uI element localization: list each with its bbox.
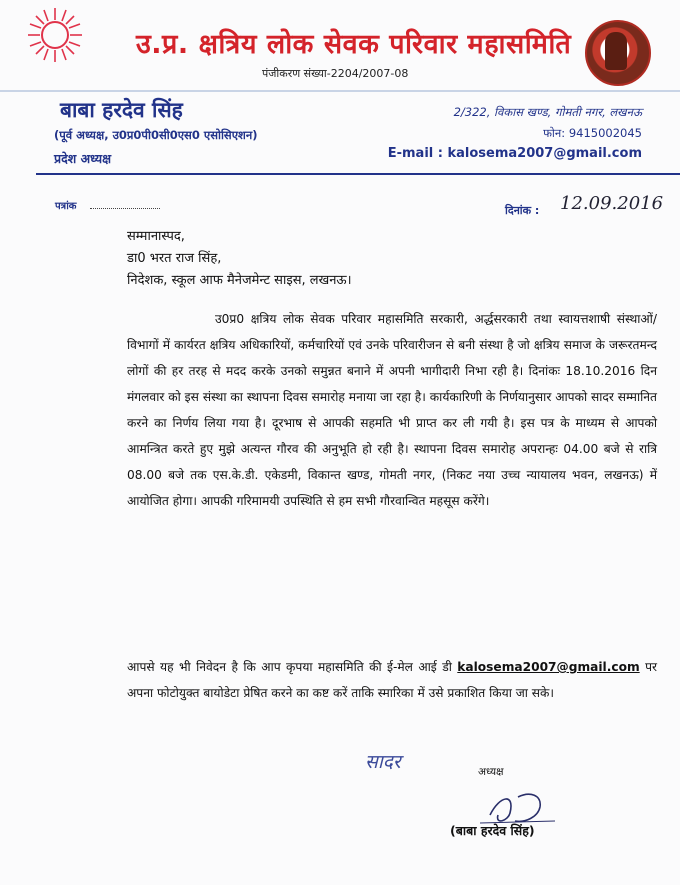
- saadar-handwritten: सादर: [365, 751, 401, 773]
- emblem-portrait-icon: [585, 20, 651, 86]
- closing-title: अध्यक्ष: [478, 766, 504, 778]
- organization-title: उ.प्र. क्षत्रिय लोक सेवक परिवार महासमिति: [136, 29, 572, 60]
- sender-former-role: (पूर्व अध्यक्ष, उ0प्र0पी0सी0एस0 एसोसिएशन): [54, 128, 258, 142]
- sender-phone: फोन: 9415002045: [543, 126, 642, 140]
- email-link[interactable]: kalosema2007@gmail.com: [457, 660, 640, 674]
- sender-email: E-mail : kalosema2007@gmail.com: [387, 146, 642, 161]
- recipient-position: निदेशक, स्कूल आफ मैनेजमेन्ट साइस, लखनऊ।: [127, 273, 352, 288]
- sender-name: बाबा हरदेव सिंह: [60, 98, 183, 122]
- handwritten-date: 12.09.2016: [560, 193, 664, 214]
- letter-paragraph-1: उ0प्र0 क्षत्रिय लोक सेवक परिवार महासमिति सरकारी, अर्द्धसरकारी तथा स्वायत्तशाषी संस्थाओं/विभागों में कार्यरत क्षत्रिय अधिकारियों, कर्मचारियों एवं उनके परिवारीजन से बनी संस्था है जो क्षत्रिय समाज के जरूरतमन्द लोगों की हर तरह से मदद करके उनको समुन्नत बनाने में अपनी भागीदारी निभा रही है। दिनांकः 18.10.2016 दिन मंगलवार को इस संस्था का स्थापना दिवस समारोह मनाया जा रहा है। कार्यकारिणी के निर्णयानुसार आपको सादर सम्मानित करने का निर्णय लिया गया है। दूरभाष से आपकी सहमति भी प्राप्त कर ली गयी है। इस पत्र के माध्यम से आपको आमन्त्रित करते हुए मुझे अत्यन्त गौरव की अनुभूति हो रही है। स्थापना दिवस समारोह अपरान्हः 04.00 बजे से रात्रि 08.00 बजे तक एस.के.डी. एकेडमी, विकान्त खण्ड, गोमती नगर, (निकट नया उच्च न्यायालय भवन, लखनऊ) में आयोजित होगा। आपकी गरिमामयी उपस्थिति से हम सभी गौरवान्वित महसूस करेंगे।: [127, 312, 657, 508]
- registration-number: पंजीकरण संख्या-2204/2007-08: [262, 67, 409, 80]
- para2-prefix: आपसे यह भी निवेदन है कि आप कृपया महासमिति की ई-मेल आई डी: [127, 660, 452, 674]
- recipient-name: डा0 भरत राज सिंह,: [127, 251, 222, 266]
- signoff-name: (बाबा हरदेव सिंह): [450, 823, 535, 838]
- contact-divider: [36, 173, 680, 175]
- recipient-block: [127, 226, 352, 292]
- dinank-label: दिनांक :: [505, 204, 540, 217]
- sender-designation: प्रदेश अध्यक्ष: [54, 151, 112, 166]
- para2-suffix: पर अपना फोटोयुक्त बायोडेटा प्रेषित करने का कष्ट करें ताकि स्मारिका में उसे प्रकाशित किया जा सके।: [127, 660, 658, 700]
- letter-paragraph-2: [127, 654, 657, 706]
- patrank-label: पत्रांक: [55, 201, 77, 212]
- header-divider: [0, 90, 680, 92]
- sun-logo-icon: [26, 6, 84, 64]
- sender-address: 2/322, विकास खण्ड, गोमती नगर, लखनऊ: [453, 105, 642, 119]
- salutation: सम्मानास्पद,: [127, 229, 185, 244]
- patrank-dotted-line: [90, 208, 160, 209]
